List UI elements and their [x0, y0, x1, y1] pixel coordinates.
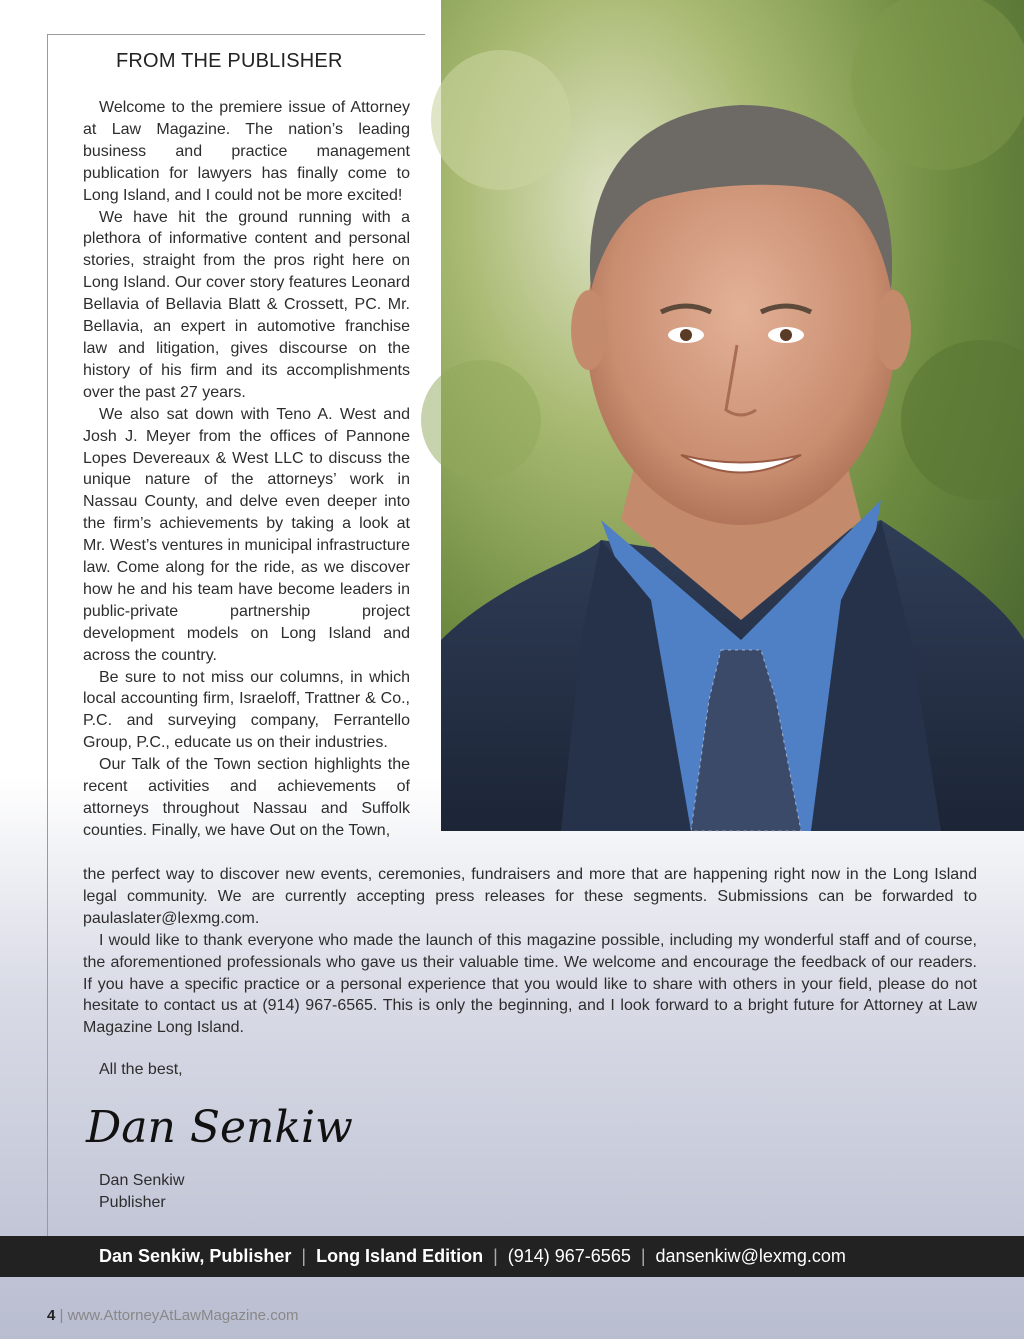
article-column: [83, 97, 410, 842]
signature-image: [84, 1090, 353, 1160]
paragraph-6: I would like to thank everyone who made the launch of this magazine possible, including my wonderful staff and of course, the aforementioned professionals who gave us their valuable time. We welcome and encourage the feedback of our readers. If you have a specific practice or a personal experience that you would like to share with others in your field, please do not hesitate to contact us at (914) 967-6565. This is only the beginning, and I look forward to a bright future for Attorney at Law Magazine Long Island.: [83, 931, 977, 1037]
signature-text: Dan Senkiw: [86, 1102, 353, 1153]
contact-edition: Long Island Edition: [316, 1246, 484, 1266]
paragraph-4: Be sure to not miss our columns, in which local accounting firm, Israeloff, Trattner & Co., P.C. and surveying company, Ferrantello Group, P.C., educate us on their industries.: [83, 668, 410, 752]
signer-block: [99, 1170, 184, 1214]
page-title: FROM THE PUBLISHER: [116, 50, 343, 72]
frame-top-rule: [47, 34, 425, 35]
page-number: 4: [47, 1307, 56, 1324]
signer-name: Dan Senkiw: [99, 1172, 185, 1189]
page-footer: [47, 1307, 299, 1324]
publisher-photo: [441, 0, 1024, 831]
paragraph-5-wide-part: the perfect way to discover new events, ceremonies, fundraisers and more that are happening right now in the Long Island legal community. We are currently accepting press releases for these segments. Submissions can be forwarded to paulaslater@lexmg.com.: [83, 866, 977, 927]
footer-separator: |: [59, 1307, 68, 1324]
signer-title: Publisher: [99, 1194, 166, 1211]
separator: |: [301, 1246, 307, 1266]
contact-bar: [0, 1236, 1024, 1277]
article-wide: [83, 864, 977, 1039]
paragraph-1: Welcome to the premiere issue of Attorney at Law Magazine. The nation’s leading business and practice management publication for lawyers has finally come to Long Island, and I could not be more excited!: [83, 99, 410, 204]
paragraph-5-column-part: Our Talk of the Town section highlights the recent activities and achievements of attorneys throughout Nassau and Suffolk counties. Finally, we have Out on the Town,: [83, 756, 410, 839]
frame-left-rule: [47, 34, 48, 1236]
paragraph-2: We have hit the ground running with a plethora of informative content and personal stories, straight from the pros right here on Long Island. Our cover story features Leonard Bellavia of Bellavia Blatt & Crossett, PC. Mr. Bellavia, an expert in automotive franchise law and litigation, gives discourse on the history of his firm and its accomplishments over the past 27 years.: [83, 208, 410, 401]
closing-line: All the best,: [99, 1061, 183, 1078]
paragraph-3: We also sat down with Teno A. West and Josh J. Meyer from the offices of Pannone Lopes Devereaux & West LLC to discuss the unique nature of the attorneys’ work in Nassau County, and delve even deeper into the firm’s achievements by taking a look at Mr. West’s ventures in municipal infrastructure law. Come along for the ride, as we discover how he and his team have become leaders in public-private partnership project development models on Long Island and across the country.: [83, 405, 410, 664]
separator: |: [640, 1246, 646, 1266]
website-link[interactable]: www.AttorneyAtLawMagazine.com: [67, 1307, 299, 1324]
contact-name: Dan Senkiw, Publisher: [99, 1246, 292, 1266]
contact-email[interactable]: dansenkiw@lexmg.com: [655, 1246, 846, 1266]
separator: |: [493, 1246, 498, 1266]
contact-phone[interactable]: (914) 967-6565: [507, 1246, 631, 1266]
